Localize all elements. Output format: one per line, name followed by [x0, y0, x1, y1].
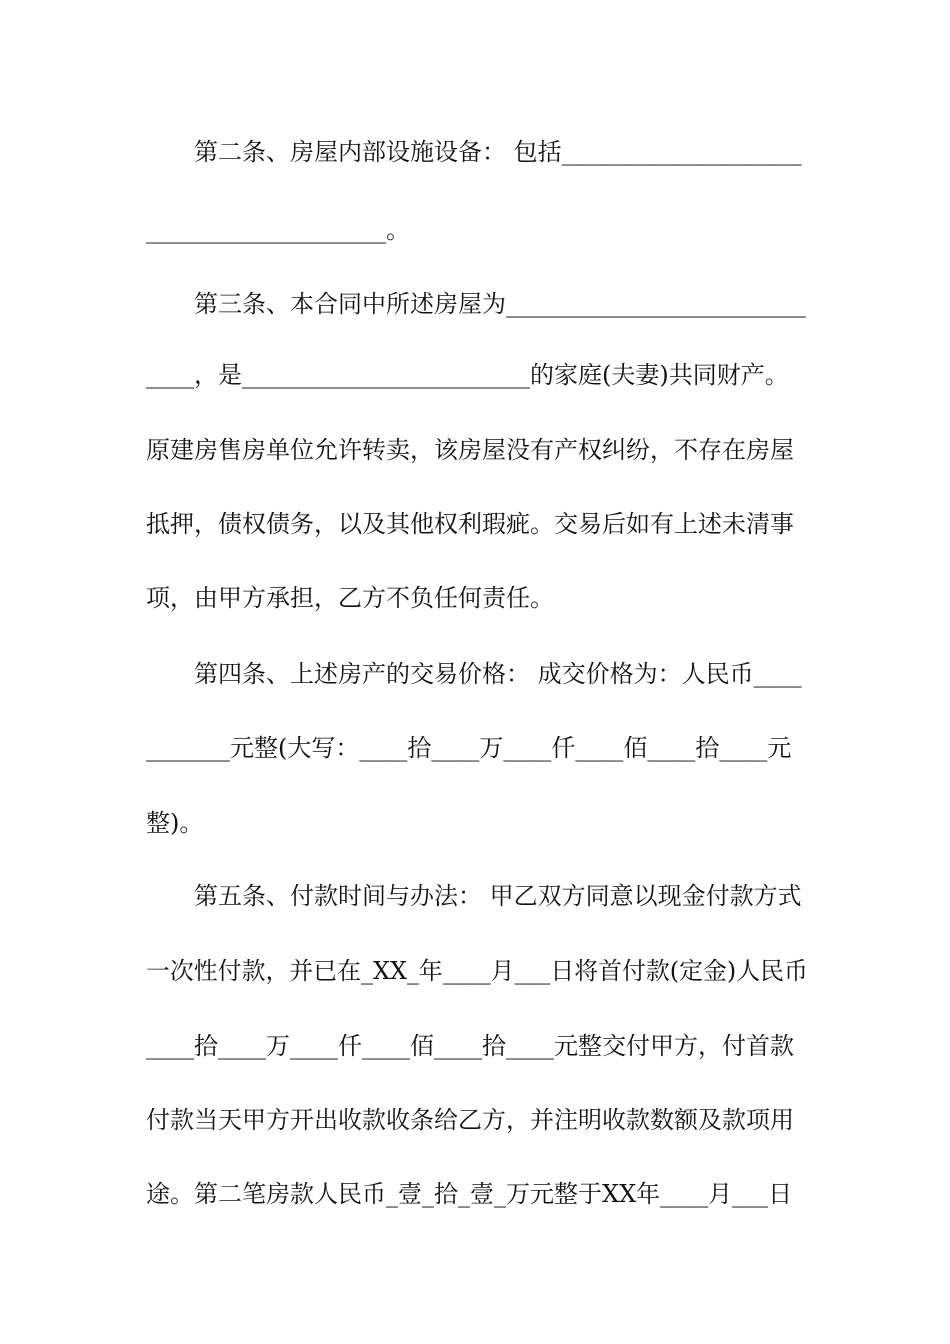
text-line-article-5: 第五条、付款时间与办法： 甲乙双方同意以现金付款方式: [194, 882, 802, 910]
text-line: 整)。: [146, 809, 204, 837]
text-line: 一次性付款，并已在_XX_年____月___日将首付款(定金)人民币: [146, 957, 808, 985]
text-line-article-4: 第四条、上述房产的交易价格： 成交价格为：人民币____: [194, 660, 802, 688]
text-line: ____，是________________________的家庭(夫妻)共同财产。: [146, 361, 789, 389]
text-line: 付款当天甲方开出收款收条给乙方，并注明收款数额及款项用: [146, 1106, 794, 1134]
text-line: 途。第二笔房款人民币_壹_拾_壹_万元整于XX年____月___日: [146, 1180, 793, 1208]
text-line: 项，由甲方承担，乙方不负任何责任。: [146, 584, 554, 612]
text-line-article-2: 第二条、房屋内部设施设备： 包括____________________: [194, 138, 802, 166]
text-line: 原建房售房单位允许转卖，该房屋没有产权纠纷，不存在房屋: [146, 436, 794, 464]
text-line: 抵押，债权债务，以及其他权利瑕疵。交易后如有上述未清事: [146, 510, 794, 538]
text-line: ____拾____万____仟____佰____拾____元整交付甲方，付首款: [146, 1032, 794, 1060]
text-line: ____________________。: [146, 216, 410, 244]
text-line: _______元整(大写：____拾____万____仟____佰____拾____元: [146, 734, 792, 762]
text-line-article-3: 第三条、本合同中所述房屋为_________________________: [194, 290, 806, 318]
